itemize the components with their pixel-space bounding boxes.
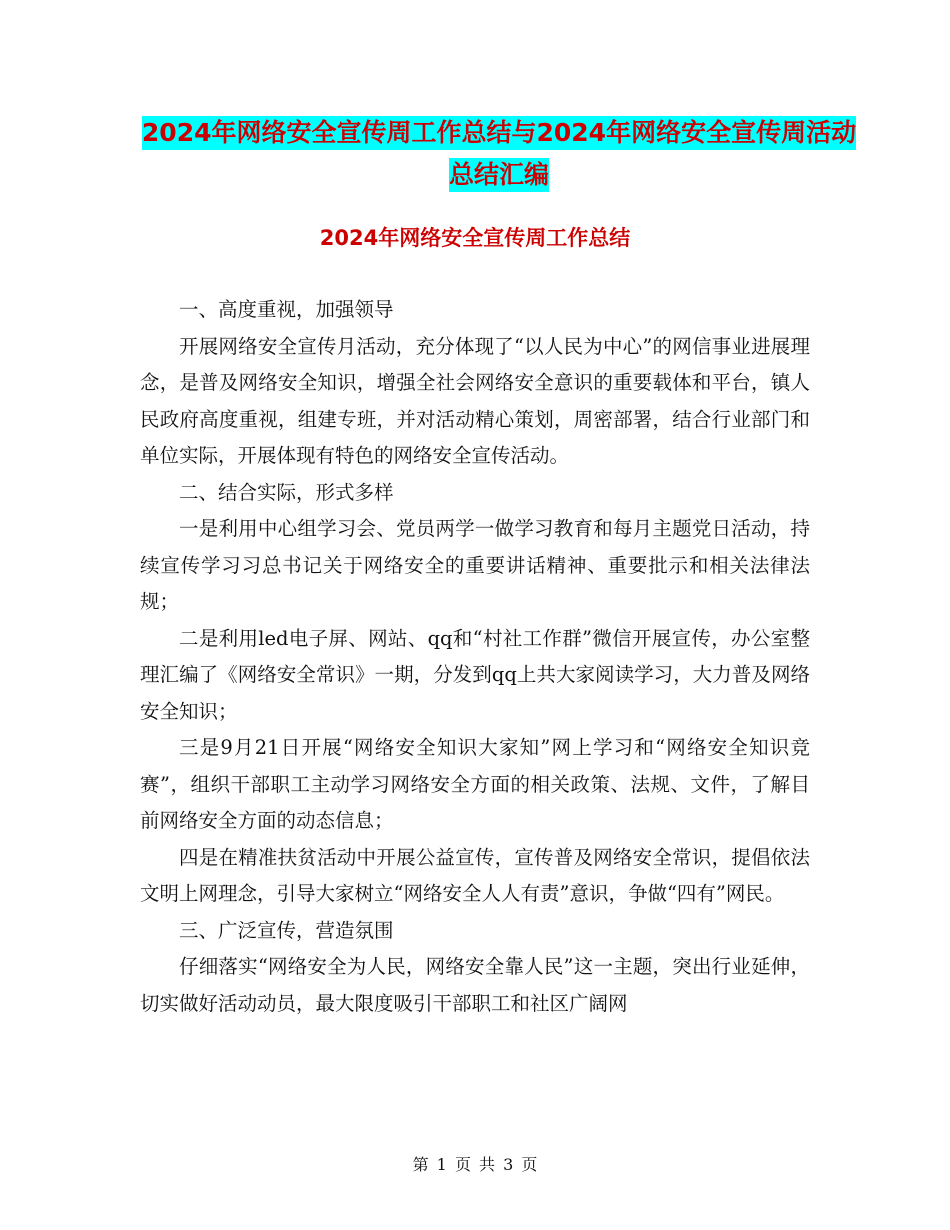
body-paragraph: 三是9月21日开展“网络安全知识大家知”网上学习和“网络安全知识竞赛”，组织干部职工主动学习网络安全方面的相关政策、法规、文件，了解目前网络安全方面的动态信息；	[140, 736, 810, 832]
section-heading-2: 二、结合实际，形式多样	[179, 480, 394, 504]
section-title: 2024年网络安全宣传周工作总结	[319, 226, 631, 250]
body-paragraph: 四是在精准扶贫活动中开展公益宣传，宣传普及网络安全常识，提倡依法文明上网理念，引导大家树立“网络安全人人有责”意识，争做“四有”网民。	[140, 845, 810, 905]
document-body	[140, 292, 810, 1022]
page-number-footer: 第 1 页 共 3 页	[412, 1155, 538, 1174]
section-heading-1: 一、高度重视，加强领导	[179, 298, 394, 321]
document-main-title	[140, 112, 858, 196]
body-paragraph: 开展网络安全宣传月活动，充分体现了“以人民为中心”的网信事业进展理念，是普及网络安全知识，增强全社会网络安全意识的重要载体和平台，镇人民政府高度重视，组建专班，并对活动精心策划，周密部署，结合行业部门和单位实际，开展体现有特色的网络安全宣传活动。	[140, 334, 810, 467]
body-paragraph: 二是利用led电子屏、网站、qq和“村社工作群”微信开展宣传，办公室整理汇编了《网络安全常识》一期，分发到qq上共大家阅读学习，大力普及网络安全知识；	[140, 626, 810, 723]
body-paragraph: 仔细落实“网络安全为人民，网络安全靠人民”这一主题，突出行业延伸，切实做好活动动员，最大限度吸引干部职工和社区广阔网	[140, 955, 810, 1015]
section-heading-3: 三、广泛宣传，营造氛围	[179, 918, 394, 942]
main-title-highlight: 2024年网络安全宣传周工作总结与2024年网络安全宣传周活动总结汇编	[142, 116, 856, 192]
body-paragraph: 一是利用中心组学习会、党员两学一做学习教育和每月主题党日活动，持续宣传学习习总书记关于网络安全的重要讲话精神、重要批示和相关法律法规；	[140, 517, 810, 613]
